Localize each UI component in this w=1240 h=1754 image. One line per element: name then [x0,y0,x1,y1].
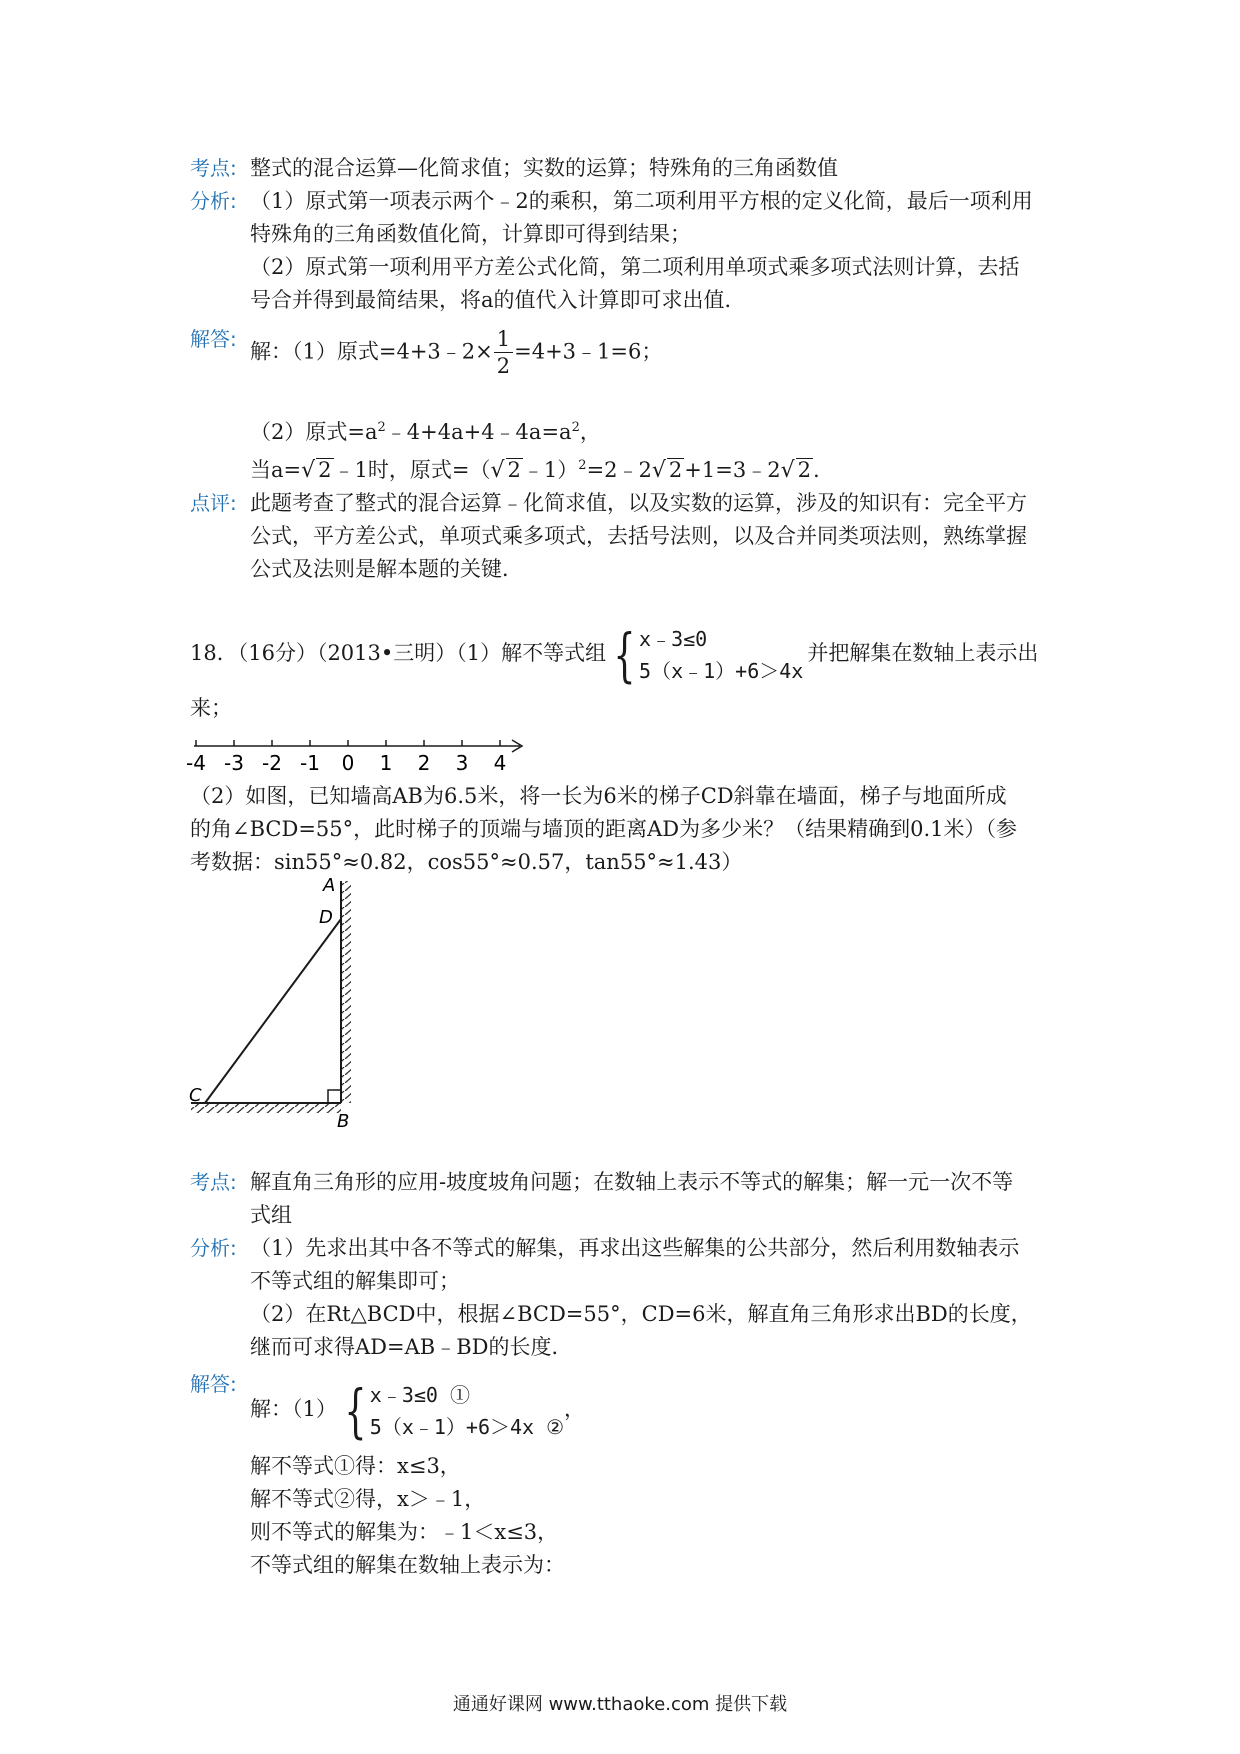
solution-line-1 [190,323,1070,377]
dianping-label: 点评: [190,491,237,515]
axis-tick-label: -4 [186,751,206,775]
expr-text: +1=3﹣2 [684,458,781,482]
inequality-2: 5（x﹣1）+6＞4x [639,658,804,683]
inequality-system [639,623,803,687]
page-footer: 通通好课网 www.tthaoke.com 提供下载 [452,1694,788,1715]
problem-18-head [190,618,1070,688]
axis-tick-label: 2 [417,751,431,775]
expr-text: ， [579,420,601,444]
brace-symbol: { [344,1376,367,1445]
axis-tick-label: 0 [341,751,355,775]
ladder-diagram [185,875,365,1135]
axis-tick-label: 4 [493,751,507,775]
kaodian-line: 解直角三角形的应用-坡度坡角问题；在数轴上表示不等式的解集；解一元一次不等 [250,1170,1014,1194]
inequality-2: 5（x﹣1）+6＞4x ② [369,1414,565,1439]
fenxi-row [190,185,1070,317]
kaodian-label: 考点: [190,1170,237,1194]
radical-sign: √ [301,458,316,483]
radicand: 2 [507,458,521,482]
fenxi-label: 分析: [190,189,237,213]
analysis-section-17 [190,152,1070,586]
denominator: 2 [496,354,511,378]
axis-tick-label: -2 [262,751,282,775]
exponent: 2 [571,420,580,435]
jieda-label: 解答: [190,1372,237,1396]
point-c-label: C [189,1085,202,1106]
expr-text: =4+3﹣1=6； [514,339,663,364]
analysis-section-18 [190,1166,1070,1582]
fraction [494,329,513,377]
solution-line: 则不等式的解集为：﹣1＜x≤3， [250,1520,559,1544]
kaodian-row [190,152,1070,185]
point-b-label: B [337,1111,350,1132]
brace-symbol: { [613,620,636,689]
problem-text: 的角∠BCD=55°，此时梯子的顶端与墙顶的距离AD为多少米？（结果精确到0.1米）（参 [190,817,1018,841]
numerator: 1 [494,329,513,353]
jieda-row [190,1368,1070,1444]
axis-tick-label: 1 [379,751,393,775]
expr-text: 当a= [250,458,302,482]
solution-system-line [190,1368,1070,1444]
kaodian-row [190,1166,1070,1232]
expr-text: ﹣1时，原式=（ [333,458,491,482]
fenxi-line: （2）在Rt△BCD中，根据∠BCD=55°，CD=6米，解直角三角形求出BD的长度， [250,1302,1032,1326]
expr-text: ， [564,1397,586,1421]
solution-line: 解不等式②得，x＞﹣1， [250,1487,486,1511]
fenxi-row [190,1232,1070,1364]
dianping-line: 公式，平方差公式，单项式乘多项式，去括号法则，以及合并同类项法则，熟练掌握 [250,524,1027,548]
axis-tick-label: -3 [224,751,244,775]
fenxi-line: 号合并得到最简结果，将a的值代入计算即可求出值． [250,288,746,312]
solution-steps [190,1450,1070,1582]
problem-text: （2）如图，已知墙高AB为6.5米，将一长为6米的梯子CD斜靠在墙面，梯子与地面所成 [190,784,1007,808]
radical-sign: √ [780,458,795,483]
point-d-label: D [319,907,333,928]
problem-text: 18．（16分）（2013•三明）（1）解不等式组 [190,641,607,665]
radical-sign: √ [490,458,505,483]
problem-text: 来； [190,696,232,720]
number-line [186,736,540,780]
radicand: 2 [797,458,811,482]
right-angle-mark [328,1090,341,1103]
expr-text: . [812,458,820,482]
solution-line: 不等式组的解集在数轴上表示为： [250,1553,565,1577]
fenxi-line: （1）原式第一项表示两个﹣2的乘积，第二项利用平方根的定义化简，最后一项利用 [250,189,1033,213]
fenxi-line: 特殊角的三角函数值化简，计算即可得到结果； [250,222,691,246]
problem-18-part2 [190,780,1070,879]
expr-text: 解：（1） [250,1397,337,1421]
wall-hatching [341,881,351,1103]
radical-sign: √ [651,458,666,483]
kaodian-text: 整式的混合运算—化简求值；实数的运算；特殊角的三角函数值 [250,156,838,180]
axis-tick-label: -1 [300,751,320,775]
solution-line-2 [190,411,1070,449]
inequality-system [370,1379,564,1443]
dianping-line: 此题考查了整式的混合运算﹣化简求值，以及实数的运算，涉及的知识有：完全平方 [250,491,1027,515]
dianping-line: 公式及法则是解本题的关键． [250,557,523,581]
problem-text: 考数据：sin55°≈0.82，cos55°≈0.57，tan55°≈1.43） [190,850,743,874]
fenxi-label: 分析: [190,1236,237,1260]
radicand: 2 [318,458,332,482]
problem-18 [190,618,1070,725]
exponent: 2 [377,420,386,435]
expr-text: ﹣1） [522,458,579,482]
dianping-row [190,487,1070,586]
point-a-label: A [323,875,336,896]
expr-text: ﹣4+4a+4﹣4a=a [385,420,572,444]
radicand: 2 [668,458,683,482]
expr-text: =2﹣2 [586,458,652,482]
inequality-1: x﹣3≤0 [639,626,708,651]
fenxi-line: （2）原式第一项利用平方差公式化简，第二项利用单项式乘多项式法则计算，去括 [250,255,1020,279]
solution-line: 解不等式①得：x≤3， [250,1454,461,1478]
solution-line-3 [190,449,1070,487]
ladder-line [205,919,341,1103]
fenxi-line: 不等式组的解集即可； [250,1269,460,1293]
ground-hatching [191,1103,341,1113]
expr-text: 解：（1）原式=4+3﹣2× [250,339,493,364]
fenxi-line: 继而可求得AD=AB﹣BD的长度． [250,1335,573,1359]
exponent: 2 [578,458,587,473]
fenxi-line: （1）先求出其中各不等式的解集，再求出这些解集的公共部分，然后利用数轴表示 [250,1236,1020,1260]
kaodian-label: 考点: [190,156,237,180]
axis-tick-label: 3 [455,751,469,775]
kaodian-line: 式组 [250,1203,292,1227]
expr-text: （2）原式=a [250,420,378,444]
jieda-label: 解答: [190,327,237,351]
inequality-1: x﹣3≤0 ① [369,1382,470,1407]
problem-text: 并把解集在数轴上表示出 [807,641,1039,665]
jieda-row [190,323,1070,377]
